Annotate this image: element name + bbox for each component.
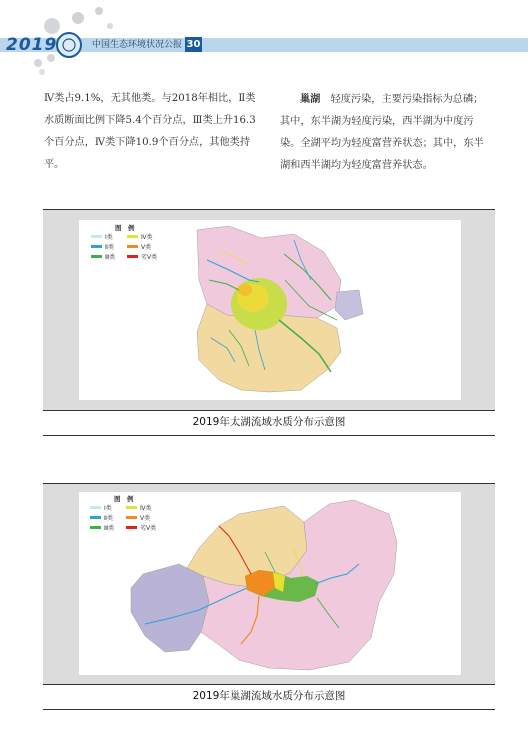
map-legend xyxy=(90,494,170,538)
legend-swatch xyxy=(91,255,102,258)
legend-swatch xyxy=(127,235,138,238)
text-line: 染。全湖平均为轻度富营养状态；其中，东半 xyxy=(280,138,484,149)
legend-item xyxy=(91,253,115,260)
legend-label: Ⅱ类 xyxy=(105,244,114,251)
legend-label: Ⅲ类 xyxy=(104,525,115,532)
legend-item xyxy=(90,524,114,531)
figure-chaohu-caption: 2019年巢湖流域水质分布示意图 xyxy=(43,683,495,710)
basin-region-east xyxy=(335,290,363,320)
left-text-column xyxy=(44,88,270,176)
legend-label: 劣Ⅴ类 xyxy=(141,254,158,261)
legend-label: Ⅴ类 xyxy=(140,515,151,522)
legend-item xyxy=(127,233,153,240)
legend-swatch xyxy=(91,245,102,248)
figure-taihu-caption: 2019年太湖流域水质分布示意图 xyxy=(43,409,495,436)
bubble-decoration xyxy=(72,12,84,24)
page-number: 30 xyxy=(186,39,201,50)
report-title: 中国生态环境状况公报 xyxy=(92,40,183,50)
basin-region-west xyxy=(131,564,209,652)
text-line: 水质断面比例下降5.4个百分点，Ⅲ类上升16.3 xyxy=(44,115,256,126)
legend-item xyxy=(127,243,151,250)
legend-label: Ⅱ类 xyxy=(104,515,113,522)
right-text-column xyxy=(280,88,500,177)
bubble-decoration xyxy=(107,23,113,29)
text-line: 其中，东半湖为轻度污染，西半湖为中度污 xyxy=(280,116,474,127)
bubble-decoration xyxy=(47,54,55,62)
map-legend xyxy=(91,223,171,267)
bubble-decoration xyxy=(95,7,103,15)
legend-swatch xyxy=(90,516,101,519)
legend-item xyxy=(126,504,152,511)
legend-item xyxy=(91,233,113,240)
lake-name: 巢湖 xyxy=(300,93,321,105)
legend-label: Ⅳ类 xyxy=(141,234,153,241)
legend-swatch xyxy=(127,245,138,248)
text-line-part: 轻度污染，主要污染指标为总磷； xyxy=(330,94,484,105)
legend-item xyxy=(90,514,113,521)
taihu-lake-zone xyxy=(238,284,252,296)
legend-swatch xyxy=(126,516,137,519)
text-line: Ⅳ类占9.1%，无其他类。与2018年相比，Ⅱ类 xyxy=(44,93,256,104)
text-line: 个百分点，Ⅳ类下降10.9个百分点，其他类持 xyxy=(44,137,251,148)
legend-label: Ⅰ类 xyxy=(104,505,112,512)
report-year: 2019 xyxy=(6,35,58,55)
legend-label: Ⅲ类 xyxy=(105,254,116,261)
legend-swatch xyxy=(90,526,101,529)
legend-title: 图 例 xyxy=(115,224,135,232)
bubble-decoration xyxy=(34,59,42,67)
legend-swatch xyxy=(126,506,137,509)
legend-swatch xyxy=(90,506,101,509)
legend-label: Ⅰ类 xyxy=(105,234,113,241)
header-circle-icon xyxy=(55,31,83,59)
text-line: 平。 xyxy=(44,159,65,170)
legend-swatch xyxy=(91,235,102,238)
legend-swatch xyxy=(126,526,137,529)
text-line: 湖和西半湖均为轻度富营养状态。 xyxy=(280,160,433,171)
legend-item xyxy=(127,253,157,260)
legend-item xyxy=(126,514,150,521)
text-line xyxy=(280,88,500,111)
legend-item xyxy=(91,243,114,250)
legend-item xyxy=(126,524,156,531)
legend-swatch xyxy=(127,255,138,258)
legend-label: Ⅴ类 xyxy=(141,244,152,251)
legend-title: 图 例 xyxy=(114,495,134,503)
bubble-decoration xyxy=(39,69,45,75)
legend-label: Ⅳ类 xyxy=(140,505,152,512)
legend-item xyxy=(90,504,112,511)
legend-label: 劣Ⅴ类 xyxy=(140,525,157,532)
